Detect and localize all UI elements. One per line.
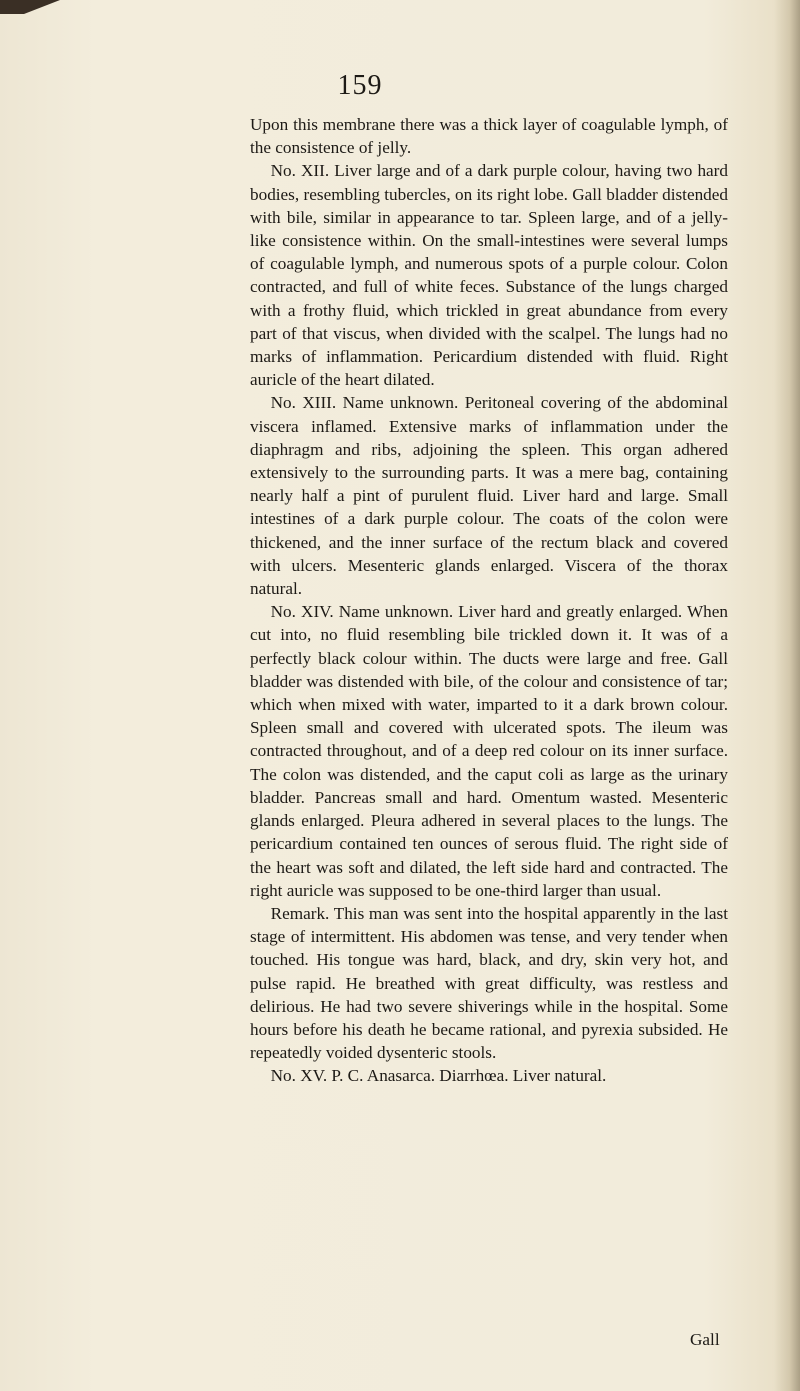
paragraph-case-xiv: No. XIV. Name unknown. Liver hard and greatly enlarged. When cut into, no fluid resembling bile trickled down it. It was of a perfectly black colour within. The ducts were large and free. Gall bladder was distended with bile, of the colour and consistence of tar; which when mixed with water, imparted to it a dark brown colour. Spleen small and covered with ulcerated spots. The ileum was contracted throughout, and of a deep red colour on its inner surface. The colon was distended, and the caput coli as large as the urinary bladder. Pancreas small and hard. Omentum wasted. Mesenteric glands enlarged. Pleura adhered in several places to the lungs. The pericardium contained ten ounces of serous fluid. The right side of the heart was soft and dilated, the left side hard and contracted. The right auricle was supposed to be one-third larger than usual. xyxy=(250,602,728,900)
body-text xyxy=(250,113,728,1088)
paragraph-case-xii: No. XII. Liver large and of a dark purple colour, having two hard bodies, resembling tubercles, on its right lobe. Gall bladder distended with bile, similar in appearance to tar. Spleen large, and of a jelly-like consistence within. On the small-intestines were several lumps of coagulable lymph, and numerous spots of a purple colour. Colon contracted, and full of white feces. Substance of the lungs charged with a frothy fluid, which trickled in great abundance from every part of that viscus, when divided with the scalpel. The lungs had no marks of inflammation. Pericardium distended with fluid. Right auricle of the heart dilated. xyxy=(250,161,728,390)
paragraph-remark: Remark. This man was sent into the hospital apparently in the last stage of intermittent. His abdomen was tense, and very tender when touched. His tongue was hard, black, and dry, skin very hot, and pulse rapid. He breathed with great difficulty, was restless and delirious. He had two severe shiverings while in the hospital. Some hours before his death he became rational, and pyrexia subsided. He repeatedly voided dysenteric stools. xyxy=(250,903,728,1063)
catchword: Gall xyxy=(690,1330,720,1349)
torn-corner-mark xyxy=(0,0,60,14)
paragraph-lymph: Upon this membrane there was a thick layer of coagulable lymph, of the consistence of jelly. xyxy=(250,115,728,158)
page-number: 159 xyxy=(337,70,383,101)
paragraph-case-xv: No. XV. P. C. Anasarca. Diarrhœa. Liver natural. xyxy=(270,1066,607,1086)
spine-shadow xyxy=(774,0,800,1391)
paragraph-case-xiii: No. XIII. Name unknown. Peritoneal covering of the abdominal viscera inflamed. Extensive marks of inflammation under the diaphragm and ribs, adjoining the spleen. This organ adhered extensively to the surrounding parts. It was a mere bag, containing nearly half a pint of purulent fluid. Liver hard and large. Small intestines of a dark purple colour. The coats of the colon were thickened, and the inner surface of the rectum black and covered with ulcers. Mesenteric glands enlarged. Viscera of the thorax natural. xyxy=(250,393,728,599)
